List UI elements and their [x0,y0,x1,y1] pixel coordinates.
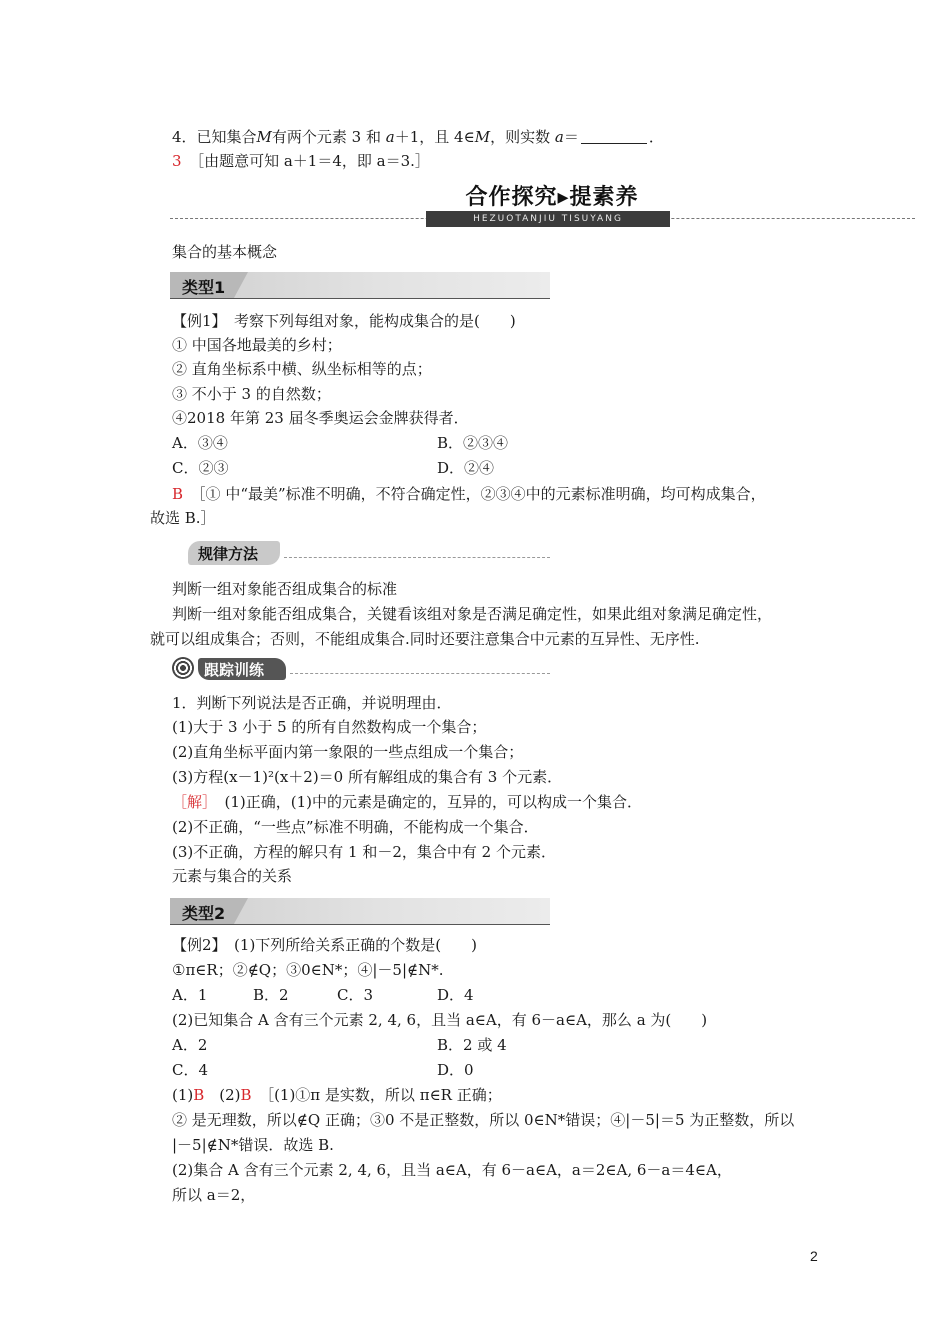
type-2-bar [170,898,550,925]
training-part: (3)方程(x－1)²(x＋2)＝0 所有解组成的集合有 3 个元素． [172,768,563,786]
example-2-answer-line: |－5|∉N*错误．故选 B. [172,1136,334,1154]
example-2-stem: 【例2】 (1)下列所给关系正确的个数是( ) [172,936,477,954]
answer-blank [581,129,647,144]
training-solution-line: (3)不正确，方程的解只有 1 和－2，集合中有 2 个元素． [172,843,556,861]
training-part: (2)直角坐标平面内第一象限的一些点组成一个集合； [172,743,524,761]
rule-method-divider [284,557,550,558]
banner-title: 合作探究▸提素养 [465,185,639,210]
example-2-answer-line: (2)集合 A 含有三个元素 2, 4, 6，且当 a∈A，有 6－a∈A，a＝2∈A, 6－a＝4∈A， [172,1161,732,1179]
tracking-training-bar [172,656,550,682]
example-2-option: A．1 [172,986,208,1004]
example-2-answer-line: 所以 a＝2， [172,1186,256,1204]
example-2-part2-option-c: C．4 [172,1061,209,1079]
type-2-label: 类型2 [182,904,226,923]
training-question: 1．判断下列说法是否正确，并说明理由． [172,694,452,712]
tracking-training-label: 跟踪训练 [204,661,265,679]
page-number: 2 [810,1248,818,1264]
example-1-answer-cont: 故选 B.］ [150,509,216,527]
example-2-option: C．3 [337,986,374,1004]
example-2-option: D．4 [437,986,474,1004]
example-1-item: ② 直角坐标系中横、纵坐标相等的点； [172,360,432,378]
target-icon [172,657,194,679]
rule-method-bar [188,541,550,565]
example-1-item: ④2018 年第 23 届冬季奥运会金牌获得者． [172,409,469,427]
example-1-option-c: C．②③ [172,459,229,477]
example-1-option-b: B．②③④ [437,434,509,452]
training-part: (1)大于 3 小于 5 的所有自然数构成一个集合； [172,718,487,736]
example-2-answer-line: ② 是无理数，所以∉Q 正确；③0 不是正整数，所以 0∈N*错误；④|－5|＝5 为正整数，所以 [172,1111,795,1129]
type-1-label: 类型1 [182,278,226,297]
example-1-option-d: D．②④ [437,459,495,477]
example-1-item: ③ 不小于 3 的自然数； [172,385,331,403]
rule-body: 判断一组对象能否组成集合，关键看该组对象是否满足确定性，如果此组对象满足确定性， [172,605,773,623]
section-title-2: 元素与集合的关系 [172,867,293,885]
example-1-item: ① 中国各地最美的乡村； [172,336,342,354]
training-solution: ［解］ (1)正确，(1)中的元素是确定的，互异的，可以构成一个集合． [172,793,643,811]
example-1-stem: 【例1】 考察下列每组对象，能构成集合的是( ) [172,312,516,330]
example-2-relations: ①π∈R；②∉Q；③0∈N*；④|－5|∉N*. [172,961,444,979]
example-2-answer: (1)B (2)B ［(1)①π 是实数，所以 π∈R 正确； [172,1086,502,1104]
q4-answer: 3 ［由题意可知 a＋1＝4，即 a＝3.］ [172,152,430,170]
rule-title: 判断一组对象能否组成集合的标准 [172,580,398,598]
section-title-1: 集合的基本概念 [172,243,278,261]
example-2-part2-option-b: B．2 或 4 [437,1036,507,1054]
training-solution-line: (2)不正确，“一些点”标准不明确，不能构成一个集合． [172,818,539,836]
example-1-option-a: A．③④ [172,434,228,452]
example-1-answer: B ［① 中“最美”标准不明确，不符合确定性，②③④中的元素标准明确，均可构成集合， [172,485,766,503]
example-2-part2-option-a: A．2 [172,1036,208,1054]
q4-line: 4．已知集合M有两个元素 3 和 a＋1，且 4∈M，则实数 a＝ ． [172,128,664,146]
tracking-training-divider [290,673,550,674]
type-1-bar [170,272,550,299]
example-2-part2-option-d: D．0 [437,1061,474,1079]
banner-subtitle: HEZUOTANJIU TISUYANG [426,211,670,227]
rule-body-cont: 就可以组成集合；否则，不能组成集合.同时还要注意集合中元素的互异性、无序性. [150,630,700,648]
example-2-option: B．2 [253,986,289,1004]
rule-method-label: 规律方法 [198,545,259,563]
example-2-part2: (2)已知集合 A 含有三个元素 2, 4, 6，且当 a∈A，有 6－a∈A，那么 a 为( ) [172,1011,708,1029]
